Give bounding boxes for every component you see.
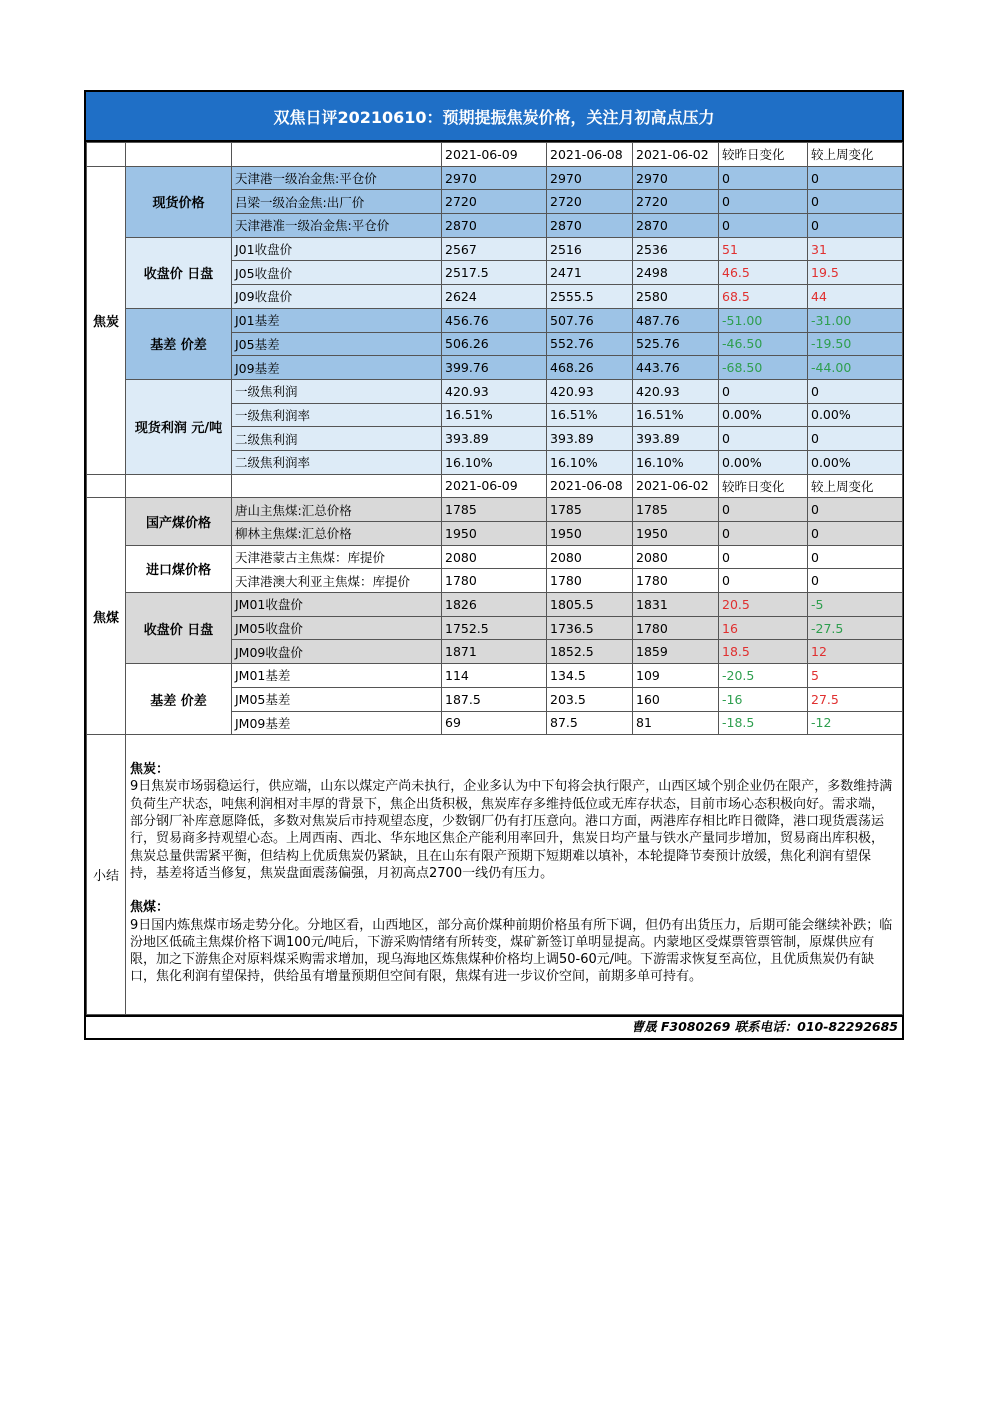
indicator-name: JM05基差 [232,687,442,711]
indicator-name: JM05收盘价 [232,616,442,640]
change-cell: 0 [808,379,903,403]
summary-coal-heading: 焦煤： [130,900,170,916]
value-cell: 114 [442,664,547,688]
value-cell: 134.5 [547,664,633,688]
table-row [87,593,903,617]
data-table [86,142,903,1015]
column-header: 2021-06-02 [633,474,719,498]
change-cell: 0 [808,166,903,190]
value-cell: 2080 [442,545,547,569]
footer-contact: 曹晟 F3080269 联系电话：010-82292685 [86,1015,902,1038]
indicator-name: 二级焦利润率 [232,450,442,474]
value-cell: 507.76 [547,308,633,332]
indicator-name: 柳林主焦煤:汇总价格 [232,522,442,546]
change-cell: -31.00 [808,308,903,332]
report-sheet [84,90,904,1040]
value-cell: 2970 [633,166,719,190]
indicator-name: 天津港澳大利亚主焦煤：库提价 [232,569,442,593]
group-label: 收盘价 日盘 [126,593,232,664]
table-row [87,498,903,522]
value-cell: 1805.5 [547,593,633,617]
indicator-name: 一级焦利润 [232,379,442,403]
change-cell: -27.5 [808,616,903,640]
value-cell: 2536 [633,237,719,261]
change-cell: 0 [719,522,808,546]
summary-row [87,735,903,1015]
column-header: 2021-06-02 [633,143,719,167]
value-cell: 1780 [442,569,547,593]
change-cell: -12 [808,711,903,735]
value-cell: 2870 [633,214,719,238]
value-cell: 16.10% [547,450,633,474]
value-cell: 2720 [633,190,719,214]
change-cell: 0 [808,190,903,214]
value-cell: 1950 [633,522,719,546]
value-cell: 420.93 [442,379,547,403]
value-cell: 2498 [633,261,719,285]
change-cell: 0 [719,569,808,593]
value-cell: 16.10% [633,450,719,474]
indicator-name: J09收盘价 [232,285,442,309]
value-cell: 187.5 [442,687,547,711]
change-cell: 46.5 [719,261,808,285]
table-row [87,166,903,190]
change-cell: 16 [719,616,808,640]
change-cell: 0 [719,427,808,451]
value-cell: 393.89 [442,427,547,451]
table-row [87,379,903,403]
indicator-name: 唐山主焦煤:汇总价格 [232,498,442,522]
change-cell: 27.5 [808,687,903,711]
value-cell: 16.10% [442,450,547,474]
value-cell: 399.76 [442,356,547,380]
value-cell: 468.26 [547,356,633,380]
value-cell: 69 [442,711,547,735]
value-cell: 2720 [442,190,547,214]
value-cell: 1780 [633,616,719,640]
header-blank-cell [87,474,126,498]
summary-body [126,735,903,1015]
value-cell: 1780 [547,569,633,593]
value-cell: 109 [633,664,719,688]
indicator-name: 天津港准一级冶金焦:平仓价 [232,214,442,238]
indicator-name: JM09基差 [232,711,442,735]
summary-label: 小结 [87,735,126,1015]
indicator-name: 天津港蒙古主焦煤：库提价 [232,545,442,569]
change-cell: 0 [808,569,903,593]
header-blank-cell [87,143,126,167]
change-cell: 0 [719,166,808,190]
indicator-name: J01收盘价 [232,237,442,261]
change-cell: 0 [808,427,903,451]
value-cell: 2555.5 [547,285,633,309]
value-cell: 420.93 [547,379,633,403]
indicator-name: 二级焦利润 [232,427,442,451]
value-cell: 456.76 [442,308,547,332]
value-cell: 525.76 [633,332,719,356]
table-row [87,237,903,261]
value-cell: 393.89 [547,427,633,451]
change-cell: 31 [808,237,903,261]
value-cell: 203.5 [547,687,633,711]
header-row [87,474,903,498]
change-cell: -44.00 [808,356,903,380]
column-header: 2021-06-09 [442,474,547,498]
indicator-name: JM01收盘价 [232,593,442,617]
section-label: 焦炭 [87,166,126,474]
value-cell: 1780 [633,569,719,593]
change-cell: 20.5 [719,593,808,617]
header-blank-cell [232,474,442,498]
group-label: 进口煤价格 [126,545,232,592]
summary-coke-text: 9日焦炭市场弱稳运行，供应端，山东以煤定产尚未执行，企业多认为中下旬将会执行限产，山西区域个别企业仍在限产，多数维持满负荷生产状态，吨焦利润相对丰厚的背景下，焦企出货积极，焦炭库存多维持低位或无库存状态，目前市场心态积极向好。需求端，部分钢厂补库意愿降低，多数对焦炭后市持观望态度，少数钢厂仍有打压意向。港口方面，两港库存相比昨日微降，港口现货震荡运行，贸易商多持观望心态。上周西南、西北、华东地区焦企产能利用率回升，焦炭日均产量与铁水产量同步增加，贸易商出库积极，焦炭总量供需紧平衡，但结构上优质焦炭仍紧缺，且在山东有限产预期下短期难以填补，本轮提降节奏预计放缓，焦化利润有望保持，基差将适当修复，焦炭盘面震荡偏强，月初高点2700一线仍有压力。 [130,779,893,881]
value-cell: 81 [633,711,719,735]
column-header: 较昨日变化 [719,143,808,167]
value-cell: 1871 [442,640,547,664]
value-cell: 420.93 [633,379,719,403]
indicator-name: 天津港一级冶金焦:平仓价 [232,166,442,190]
change-cell: 0.00% [808,403,903,427]
value-cell: 1785 [547,498,633,522]
change-cell: 0 [719,498,808,522]
value-cell: 16.51% [442,403,547,427]
group-label: 基差 价差 [126,308,232,379]
value-cell: 2517.5 [442,261,547,285]
change-cell: -46.50 [719,332,808,356]
value-cell: 1950 [442,522,547,546]
value-cell: 487.76 [633,308,719,332]
change-cell: 12 [808,640,903,664]
change-cell: -20.5 [719,664,808,688]
change-cell: 0.00% [808,450,903,474]
table-row [87,545,903,569]
value-cell: 160 [633,687,719,711]
value-cell: 2970 [442,166,547,190]
indicator-name: JM01基差 [232,664,442,688]
change-cell: 0.00% [719,450,808,474]
header-row [87,143,903,167]
change-cell: 0 [719,545,808,569]
value-cell: 2970 [547,166,633,190]
value-cell: 2624 [442,285,547,309]
column-header: 2021-06-08 [547,474,633,498]
summary-coke-heading: 焦炭： [130,762,170,778]
change-cell: -51.00 [719,308,808,332]
change-cell: -5 [808,593,903,617]
header-blank-cell [126,474,232,498]
change-cell: -68.50 [719,356,808,380]
change-cell: 0.00% [719,403,808,427]
change-cell: 18.5 [719,640,808,664]
indicator-name: J01基差 [232,308,442,332]
value-cell: 16.51% [547,403,633,427]
value-cell: 1831 [633,593,719,617]
value-cell: 552.76 [547,332,633,356]
value-cell: 16.51% [633,403,719,427]
value-cell: 2567 [442,237,547,261]
value-cell: 2870 [442,214,547,238]
group-label: 基差 价差 [126,664,232,735]
indicator-name: J09基差 [232,356,442,380]
group-label: 国产煤价格 [126,498,232,545]
change-cell: 0 [808,498,903,522]
value-cell: 1785 [442,498,547,522]
value-cell: 87.5 [547,711,633,735]
report-title: 双焦日评20210610：预期提振焦炭价格，关注月初高点压力 [86,92,902,142]
value-cell: 2870 [547,214,633,238]
change-cell: 68.5 [719,285,808,309]
value-cell: 2080 [633,545,719,569]
column-header: 2021-06-08 [547,143,633,167]
change-cell: 0 [808,545,903,569]
change-cell: 0 [719,379,808,403]
value-cell: 443.76 [633,356,719,380]
change-cell: 44 [808,285,903,309]
value-cell: 1852.5 [547,640,633,664]
change-cell: 0 [808,522,903,546]
change-cell: 51 [719,237,808,261]
column-header: 较昨日变化 [719,474,808,498]
change-cell: 0 [719,190,808,214]
summary-coal-text: 9日国内炼焦煤市场走势分化。分地区看，山西地区，部分高价煤种前期价格虽有所下调，但仍有出货压力，后期可能会继续补跌；临汾地区低硫主焦煤价格下调100元/吨后，下游采购情绪有所转变，煤矿新签订单明显提高。内蒙地区受煤票管票管制，原煤供应有限，加之下游焦企对原料煤采购需求增加，现乌海地区炼焦煤种价格均上调50-60元/吨。下游需求恢复至高位，且优质焦炭仍有缺口，焦化利润有望保持，供给虽有增量预期但空间有限，焦煤有进一步议价空间，前期多单可持有。 [130,917,893,985]
value-cell: 2720 [547,190,633,214]
header-blank-cell [232,143,442,167]
change-cell: -16 [719,687,808,711]
indicator-name: J05收盘价 [232,261,442,285]
value-cell: 506.26 [442,332,547,356]
value-cell: 2471 [547,261,633,285]
change-cell: 5 [808,664,903,688]
change-cell: -19.50 [808,332,903,356]
value-cell: 393.89 [633,427,719,451]
change-cell: 19.5 [808,261,903,285]
value-cell: 1785 [633,498,719,522]
table-row [87,664,903,688]
indicator-name: 一级焦利润率 [232,403,442,427]
indicator-name: JM09收盘价 [232,640,442,664]
indicator-name: 吕梁一级冶金焦:出厂价 [232,190,442,214]
value-cell: 1736.5 [547,616,633,640]
column-header: 2021-06-09 [442,143,547,167]
change-cell: 0 [808,214,903,238]
value-cell: 1752.5 [442,616,547,640]
indicator-name: J05基差 [232,332,442,356]
value-cell: 2080 [547,545,633,569]
group-label: 现货利润 元/吨 [126,379,232,474]
table-row [87,308,903,332]
header-blank-cell [126,143,232,167]
change-cell: -18.5 [719,711,808,735]
change-cell: 0 [719,214,808,238]
value-cell: 1826 [442,593,547,617]
column-header: 较上周变化 [808,143,903,167]
value-cell: 2580 [633,285,719,309]
value-cell: 1859 [633,640,719,664]
value-cell: 1950 [547,522,633,546]
column-header: 较上周变化 [808,474,903,498]
value-cell: 2516 [547,237,633,261]
section-label: 焦煤 [87,498,126,735]
group-label: 现货价格 [126,166,232,237]
group-label: 收盘价 日盘 [126,237,232,308]
